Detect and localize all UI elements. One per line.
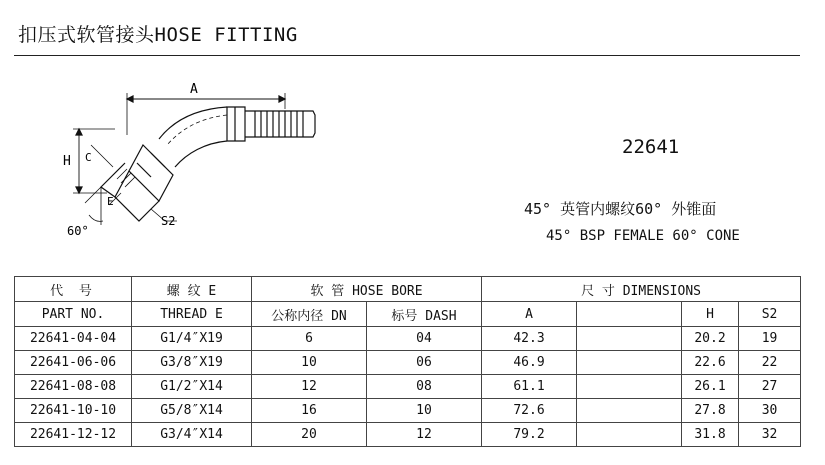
product-description-en: 45° BSP FEMALE 60° CONE [546, 228, 740, 244]
cell-part: 22641-08-08 [15, 375, 132, 399]
cell-s2: 19 [739, 327, 801, 351]
header-thread-cn: 螺 纹 E [132, 277, 252, 302]
cell-blank [577, 423, 682, 447]
cell-thread: G1/4″X19 [132, 327, 252, 351]
cell-thread: G5/8″X14 [132, 399, 252, 423]
table-header-row-1 [15, 277, 801, 302]
header-blank [577, 302, 682, 327]
cell-dn: 10 [252, 351, 367, 375]
cell-thread: G3/8″X19 [132, 351, 252, 375]
cell-part: 22641-10-10 [15, 399, 132, 423]
header-a: A [482, 302, 577, 327]
cell-thread: G3/4″X14 [132, 423, 252, 447]
cell-blank [577, 399, 682, 423]
cell-a: 61.1 [482, 375, 577, 399]
angle-label: 60° [67, 224, 89, 238]
cell-part: 22641-06-06 [15, 351, 132, 375]
dim-h-label: H [63, 154, 71, 169]
table-row [15, 327, 801, 351]
table-row [15, 375, 801, 399]
cell-blank [577, 327, 682, 351]
cell-dash: 08 [367, 375, 482, 399]
header-dimensions: 尺 寸 DIMENSIONS [482, 277, 801, 302]
product-code: 22641 [622, 136, 680, 158]
cell-h: 20.2 [682, 327, 739, 351]
cell-h: 27.8 [682, 399, 739, 423]
cell-h: 22.6 [682, 351, 739, 375]
page-title: 扣压式软管接头HOSE FITTING [18, 24, 298, 46]
header-dash: 标号 DASH [367, 302, 482, 327]
dim-a-label: A [190, 82, 198, 97]
dim-e-label: E [107, 195, 114, 208]
dim-s2-label: S2 [161, 214, 176, 228]
cell-h: 31.8 [682, 423, 739, 447]
cell-dash: 04 [367, 327, 482, 351]
table-row [15, 351, 801, 375]
cell-s2: 32 [739, 423, 801, 447]
cell-dn: 12 [252, 375, 367, 399]
cell-dn: 16 [252, 399, 367, 423]
table-row [15, 399, 801, 423]
header-hose-bore: 软 管 HOSE BORE [252, 277, 482, 302]
header-code-cn: 代 号 [15, 277, 132, 302]
title-divider [14, 55, 800, 56]
dim-c-label: C [85, 151, 92, 164]
cell-a: 79.2 [482, 423, 577, 447]
header-dn: 公称内径 DN [252, 302, 367, 327]
cell-s2: 22 [739, 351, 801, 375]
fitting-drawing [55, 75, 355, 250]
cell-blank [577, 375, 682, 399]
cell-blank [577, 351, 682, 375]
cell-a: 72.6 [482, 399, 577, 423]
header-thread: THREAD E [132, 302, 252, 327]
cell-s2: 27 [739, 375, 801, 399]
header-s2: S2 [739, 302, 801, 327]
cell-dash: 12 [367, 423, 482, 447]
cell-part: 22641-12-12 [15, 423, 132, 447]
cell-a: 42.3 [482, 327, 577, 351]
cell-dn: 6 [252, 327, 367, 351]
header-h: H [682, 302, 739, 327]
cell-s2: 30 [739, 399, 801, 423]
table-row [15, 423, 801, 447]
spec-table [14, 276, 801, 447]
cell-dash: 06 [367, 351, 482, 375]
table-header-row-2 [15, 302, 801, 327]
cell-h: 26.1 [682, 375, 739, 399]
cell-a: 46.9 [482, 351, 577, 375]
cell-dash: 10 [367, 399, 482, 423]
product-description-cn: 45° 英管内螺纹60° 外锥面 [524, 200, 717, 218]
cell-part: 22641-04-04 [15, 327, 132, 351]
header-part-no: PART NO. [15, 302, 132, 327]
cell-dn: 20 [252, 423, 367, 447]
cell-thread: G1/2″X14 [132, 375, 252, 399]
